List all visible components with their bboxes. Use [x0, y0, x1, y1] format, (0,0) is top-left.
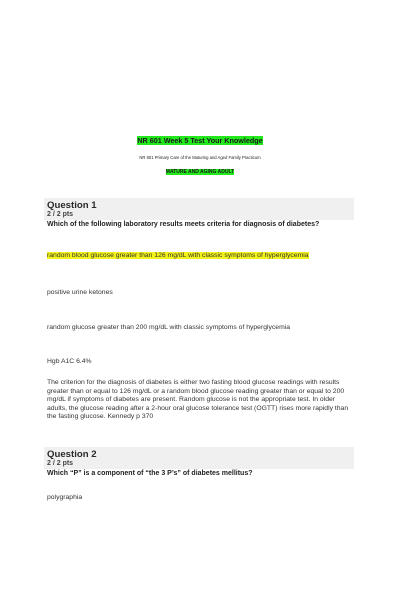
answer-option[interactable]: random glucose greater than 200 mg/dL with classic symptoms of hyperglycemia — [47, 324, 291, 331]
document-title: NR 601 Week 5 Test Your Knowledge — [137, 136, 263, 145]
answer-option[interactable]: Hgb A1C 6.4% — [47, 358, 92, 365]
question-number: Question 2 — [47, 449, 97, 460]
question-2 — [44, 447, 354, 478]
answer-explanation: The criterion for the diagnosis of diabetes is either two fasting blood glucose readings with results greater than or equal to 126 mg/dL or a random blood glucose reading greater than or equal to 200 mg/dL if symptoms of diabetes are present. Random glucose is not the appropriate test. In older adults, the glucose reading after a 2-hour oral glucose tolerance test (OGTT) rises more rapidly than the fasting glucose. Kennedy p 370 — [47, 379, 349, 420]
question-number: Question 1 — [47, 200, 97, 211]
course-subtitle: NR 601 Primary Care of the Maturing and Aged Family Practicum — [139, 155, 261, 160]
question-header — [44, 198, 354, 220]
question-1 — [44, 198, 354, 229]
question-header — [44, 447, 354, 469]
question-points: 2 / 2 pts — [47, 211, 74, 218]
answer-option[interactable]: polygraphia — [47, 494, 83, 501]
question-text: Which “P” is a component of “the 3 P’s” of diabetes mellitus? — [47, 470, 253, 477]
answer-option[interactable]: positive urine ketones — [47, 289, 113, 296]
section-label: MATURE AND AGING ADULT — [165, 169, 235, 175]
answer-option[interactable]: random blood glucose greater than 126 mg/dL with classic symptoms of hyperglycemia — [47, 252, 309, 259]
question-text: Which of the following laboratory results meets criteria for diagnosis of diabetes? — [47, 221, 320, 228]
question-points: 2 / 2 pts — [47, 460, 74, 467]
